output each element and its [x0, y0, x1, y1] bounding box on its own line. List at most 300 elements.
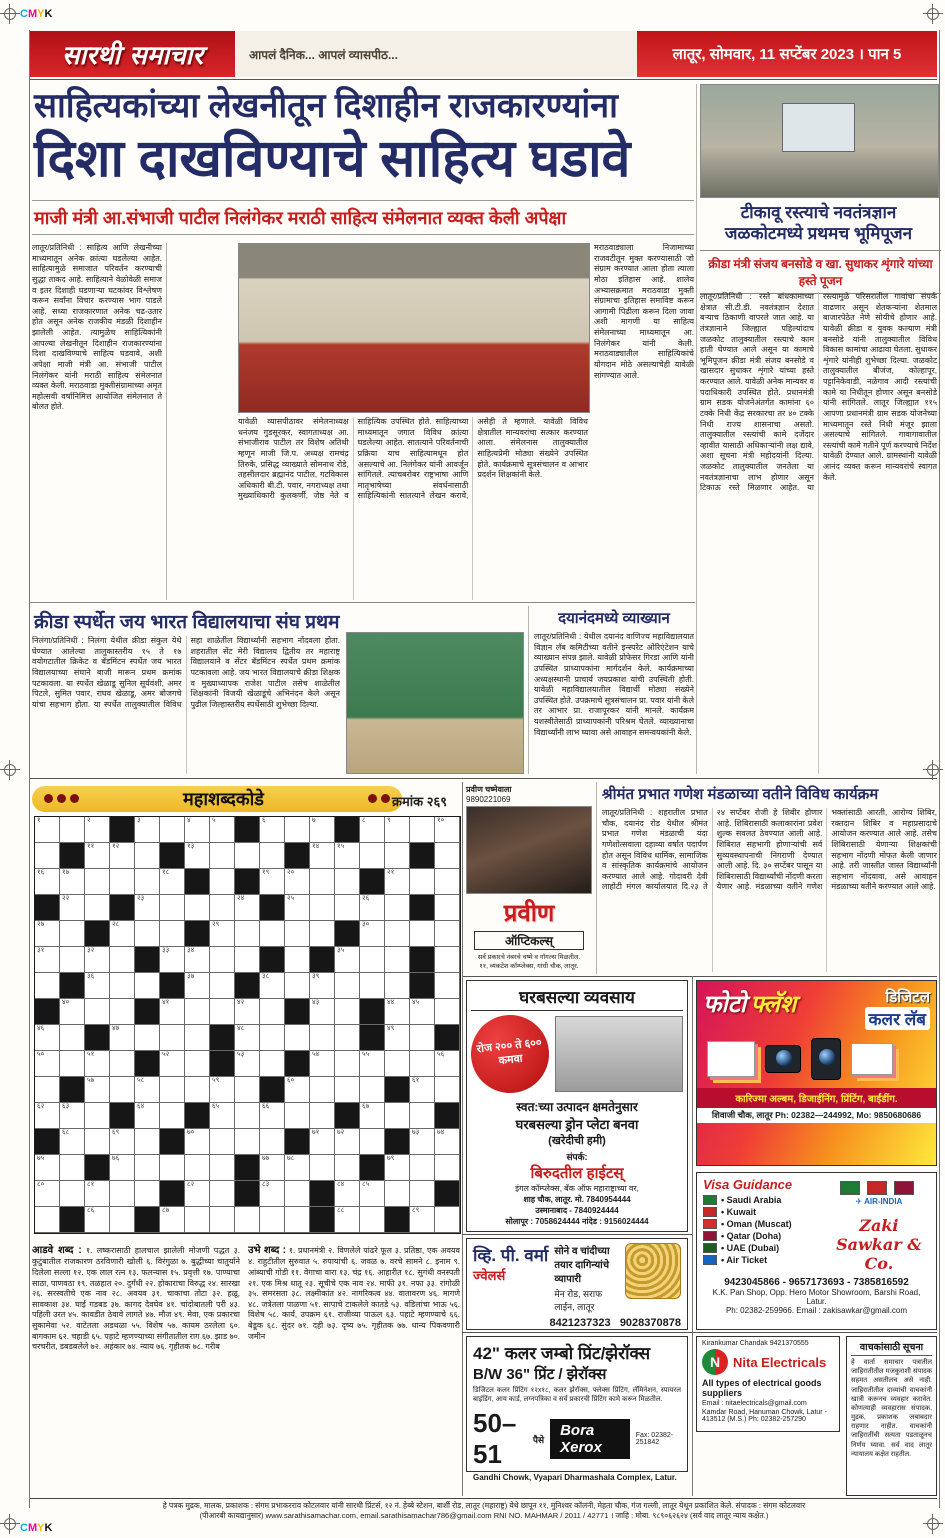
- crossword-cell[interactable]: [385, 869, 410, 895]
- crossword-cell[interactable]: [410, 817, 435, 843]
- crossword-cell[interactable]: [210, 817, 235, 843]
- zaki-company: Zaki Sawkar & Co.: [836, 1216, 922, 1273]
- crossword-cell[interactable]: [335, 999, 360, 1025]
- crossword-cell[interactable]: [310, 895, 335, 921]
- road-body: लातूर/प्रतिनिधी : रस्ते बांधकामाच्या क्षेत्रात सी.टी.डी. नवतंत्रज्ञान देशात बऱ्याच ठिकाणी वापरले जात आहे. या तंत्रज्ञानाने जिल्ह्यात पहिल्यांदाच जळकोट तालुक्यातील रस्त्याचे काम हाती घेण्यात आले असून या कामाचे भूमिपूजन क्रीडा मंत्री संजय बनसोडे व खासदार सुधाकर शृंगारे यांच्या हस्ते करण्यात आले. यावेळी अनेक मान्यवर व पदाधिकारी उपस्थित होते. प्रधानमंत्री ग्राम सडक योजनेअंतर्गत कामांना ६० टक्के निधी केंद्र सरकारचा तर ४० टक्के निधी राज्य शासनाचा असतो. तालुक्यातील रस्त्यांची कामे दर्जेदार व्हावीत यासाठी अधिकाऱ्यांनी लक्ष द्यावे, अशा सूचना मंत्री महोदयांनी दिल्या. जळकोट तालुक्यातील जनतेला या नवतंत्रज्ञानाचा लाभ होणार असून टिकाऊ रस्ते मिळणार आहेत. या रस्त्यामुळे परिसरातील गावांचा संपर्क वाढणार असून शेतकऱ्यांना शेतमाल बाजारपेठेत नेणे सोयीचे होणार आहे. यावेळी क्रीडा व युवक कल्याण मंत्री बनसोडे यांनी तालुक्यातील विविध विकास कामांचा आढावा घेतला. सुधाकर शृंगारे यांनीही शुभेच्छा दिल्या. जळकोट तालुक्यातील बीजंज, कोल्हापूर, पट्टानिकेवाडी, नळेगाव आदी रस्त्यांची कामे या निधीतून होणार असून बनसोडे यांनी सांगितले. लातूर जिल्ह्यात ११५ आपणा प्रधानमंत्री ग्राम सडक योजनेच्या माध्यमातून रस्ते निधी मंजूर झाला असल्याचे सांगितले. गावागावातील रस्त्यांची कामे गतीने पूर्ण करण्याचे निर्देश यावेळी देण्यात आले. ग्रामस्थांनी यावेळी आनंद व्यक्त करून मान्यवरांचे स्वागत केले.: [700, 292, 937, 493]
- crossword-cell[interactable]: [35, 843, 60, 869]
- crossword-cell[interactable]: [235, 1129, 260, 1155]
- divider: [462, 1332, 937, 1333]
- crossword-cell[interactable]: [260, 999, 285, 1025]
- crossword-cell[interactable]: [110, 1207, 135, 1233]
- crossword-cell[interactable]: [35, 947, 60, 973]
- crossword-cell-number: २०: [287, 869, 295, 876]
- crossword-cell[interactable]: [435, 1129, 460, 1155]
- crossword-cell[interactable]: [285, 1207, 310, 1233]
- crossword-cell-number: ११: [87, 843, 95, 850]
- crossword-cell[interactable]: [310, 843, 335, 869]
- crossword-cell[interactable]: [285, 1103, 310, 1129]
- crossword-cell[interactable]: [60, 1051, 85, 1077]
- crossword-cell[interactable]: [135, 1103, 160, 1129]
- crossword-cell[interactable]: [235, 1051, 260, 1077]
- crossword-cell[interactable]: [435, 999, 460, 1025]
- crossword-black-cell: [260, 947, 285, 973]
- crossword-cell[interactable]: [135, 869, 160, 895]
- crossword-cell[interactable]: [385, 1181, 410, 1207]
- crossword-cell[interactable]: [435, 921, 460, 947]
- crossword-cell[interactable]: [160, 1103, 185, 1129]
- crossword-cell[interactable]: [335, 1129, 360, 1155]
- crossword-cell[interactable]: [410, 1181, 435, 1207]
- crossword-cell[interactable]: [185, 1025, 210, 1051]
- visa-country-label: • Saudi Arabia: [721, 1195, 782, 1205]
- crossword-cell[interactable]: [85, 1129, 110, 1155]
- crossword-cell[interactable]: [435, 947, 460, 973]
- crossword-cell[interactable]: [35, 1207, 60, 1233]
- crossword-cell[interactable]: [260, 973, 285, 999]
- crossword-cell[interactable]: [435, 895, 460, 921]
- crossword-cell[interactable]: [260, 843, 285, 869]
- crossword-cell[interactable]: [160, 999, 185, 1025]
- crossword-cell[interactable]: [210, 1155, 235, 1181]
- crossword-cell-number: ६३: [62, 1103, 70, 1110]
- crossword-cell[interactable]: [160, 921, 185, 947]
- crossword-black-cell: [285, 843, 310, 869]
- crossword-cell[interactable]: [335, 843, 360, 869]
- crossword-cell[interactable]: [260, 1207, 285, 1233]
- visa-country-item: [703, 1231, 828, 1241]
- crossword-cell[interactable]: [435, 1051, 460, 1077]
- crossword-cell[interactable]: [335, 1077, 360, 1103]
- crossword-black-cell: [160, 1181, 185, 1207]
- crossword-cell[interactable]: [110, 1051, 135, 1077]
- zaki-addr1: K.K. Pan Shop, Opp. Hero Motor Showroom, Barshi Road, Latur.: [712, 1288, 921, 1306]
- crossword-cell-number: २७: [37, 921, 45, 928]
- crossword-cell[interactable]: [285, 1025, 310, 1051]
- crossword-cell[interactable]: [335, 1181, 360, 1207]
- crossword-cell[interactable]: [135, 973, 160, 999]
- crossword-cell[interactable]: [110, 947, 135, 973]
- crossword-cell[interactable]: [260, 1129, 285, 1155]
- crossword-cell[interactable]: [310, 1051, 335, 1077]
- verma-address: मेन रोड, सराफ लाईन, लातूर: [554, 1289, 603, 1312]
- crossword-cell[interactable]: [285, 1077, 310, 1103]
- crossword-cell[interactable]: [260, 817, 285, 843]
- crossword-cell[interactable]: [110, 1181, 135, 1207]
- crossword-cell[interactable]: [35, 1103, 60, 1129]
- ghar-machine-photo: [555, 1016, 683, 1092]
- crossword-cell-number: ४३: [312, 999, 320, 1006]
- divider: [462, 1234, 692, 1235]
- crossword-cell[interactable]: [235, 921, 260, 947]
- crossword-cell[interactable]: [310, 817, 335, 843]
- crossword-cell[interactable]: [310, 921, 335, 947]
- ghar-line2: घरबसल्या ड्रोन प्लेटा बनवा: [515, 1117, 639, 1132]
- crossword-black-cell: [235, 1181, 260, 1207]
- crossword-cell[interactable]: [435, 843, 460, 869]
- verma-type: ज्वेलर्स: [473, 1268, 506, 1283]
- crossword-black-cell: [385, 1207, 410, 1233]
- crossword-cell[interactable]: [310, 1103, 335, 1129]
- crossword-cell[interactable]: [285, 1181, 310, 1207]
- crossword-cell[interactable]: [235, 1077, 260, 1103]
- crossword-cell[interactable]: [360, 921, 385, 947]
- crossword-cell[interactable]: [260, 1103, 285, 1129]
- flag-icon: [703, 1231, 717, 1241]
- crossword-cell[interactable]: [60, 1025, 85, 1051]
- crossword-cell[interactable]: [410, 1207, 435, 1233]
- crossword-cell[interactable]: [435, 1077, 460, 1103]
- crossword-cell[interactable]: [360, 1051, 385, 1077]
- photo-flash-ad: [696, 980, 937, 1166]
- crossword-cell[interactable]: [110, 1077, 135, 1103]
- crossword-cell[interactable]: [285, 869, 310, 895]
- crossword-cell[interactable]: [335, 869, 360, 895]
- crossword-cell[interactable]: [260, 1181, 285, 1207]
- crossword-cell[interactable]: [35, 869, 60, 895]
- visa-country-label: • Kuwait: [721, 1207, 757, 1217]
- crossword-cell[interactable]: [310, 1129, 335, 1155]
- crossword-cell[interactable]: [135, 895, 160, 921]
- crossword-cell[interactable]: [160, 1077, 185, 1103]
- crossword-black-cell: [110, 895, 135, 921]
- crossword-cell[interactable]: [435, 817, 460, 843]
- crossword-cell-number: ३८: [262, 973, 270, 980]
- crossword-cell[interactable]: [135, 817, 160, 843]
- ghar-earn-badge: रोज २०० ते ६०० कमवा: [467, 1011, 553, 1097]
- crossword-cell[interactable]: [360, 1103, 385, 1129]
- crossword-cell[interactable]: [185, 1129, 210, 1155]
- crossword-cell[interactable]: [410, 1129, 435, 1155]
- crossword-cell[interactable]: [410, 1103, 435, 1129]
- crossword-cell[interactable]: [85, 1207, 110, 1233]
- crossword-black-cell: [135, 947, 160, 973]
- crossword-cell[interactable]: [185, 1181, 210, 1207]
- crossword-cell[interactable]: [385, 973, 410, 999]
- crossword-cell-number: ७३: [412, 1129, 420, 1136]
- crossword-cell[interactable]: [185, 1207, 210, 1233]
- crossword-cell-number: ७: [312, 817, 316, 824]
- crossword-black-cell: [160, 843, 185, 869]
- bora-address: Gandhi Chowk, Vyapari Dharmashala Complex, Latur.: [473, 1473, 677, 1482]
- album-photos-image: [707, 1041, 755, 1077]
- crossword-cell[interactable]: [110, 1025, 135, 1051]
- crossword-cell[interactable]: [385, 921, 410, 947]
- crossword-cell[interactable]: [35, 1077, 60, 1103]
- crossword-cell[interactable]: [360, 1207, 385, 1233]
- crossword-cell[interactable]: [210, 1181, 235, 1207]
- ghar-contact-label: संपर्क:: [566, 1152, 588, 1162]
- crossword-title-bar: [32, 786, 402, 812]
- crossword-cell-number: २८: [112, 921, 120, 928]
- crossword-cell[interactable]: [410, 1155, 435, 1181]
- crossword-cell[interactable]: [160, 1207, 185, 1233]
- crossword-cell[interactable]: [60, 1129, 85, 1155]
- crossword-cell[interactable]: [35, 1155, 60, 1181]
- verma-jewellers-ad: [466, 1238, 688, 1330]
- crossword-cell-number: ७२: [337, 1129, 345, 1136]
- divider: [30, 1498, 937, 1499]
- crossword-cell-number: ६८: [62, 1129, 70, 1136]
- crossword-black-cell: [260, 895, 285, 921]
- crossword-cell[interactable]: [35, 921, 60, 947]
- crossword-cell[interactable]: [435, 1207, 460, 1233]
- crossword-cell[interactable]: [85, 973, 110, 999]
- crossword-cell-number: ७६: [112, 1155, 120, 1162]
- crossword-cell[interactable]: [210, 999, 235, 1025]
- crossword-cell-number: ८६: [87, 1207, 95, 1214]
- crossword-cell[interactable]: [85, 1077, 110, 1103]
- column-rule: [596, 782, 597, 974]
- crossword-cell[interactable]: [85, 895, 110, 921]
- crossword-cell-number: ५४: [312, 1051, 320, 1058]
- sports-body: निलंगा/प्रतिनिधी : निलंगा येथील क्रीडा संकुल येथे घेण्यात आलेल्या तालुकास्तरीय १५ ते १७ वयोगटातील क्रिकेट व बॅडमिंटन स्पर्धेत जय भारत विद्यालयाच्या संघाने बाजी मारून प्रथम क्रमांक पटकावला. या स्पर्धेत खेळाडू सुनिल सूर्यवंशी, अमर पिटले, सुमित पवार, राघव खेळाडू, अमर बोजगचे यांचा सहभाग होता. या स्पर्धेत तालुक्यातील विविध सहा शाळेतील विद्यार्थ्यांनी सहभाग नोंदवला होता. शहरातील सेंट मेरी विद्यालय द्वितीय तर महाराष्ट्र विद्यालयाने व सेंटर बॅडमिंटन स्पर्धेत प्रथम क्रमांक पटकावला आहे. जय भारत विद्यालयाचे क्रीडा शिक्षक व मुख्याध्यापक राजेश पाटील तसेच शाळेतील शिक्षकांनी विजयी खेळाडूंचे अभिनंदन केले असून पुढील जिल्हास्तरीय स्पर्धेसाठी शुभेच्छा दिल्या.: [32, 636, 340, 709]
- crossword-cell[interactable]: [410, 1051, 435, 1077]
- crossword-cell[interactable]: [85, 817, 110, 843]
- crossword-cell[interactable]: [260, 869, 285, 895]
- crossword-cell[interactable]: [35, 973, 60, 999]
- crossword-cell[interactable]: [110, 1129, 135, 1155]
- crossword-cell-number: ८५: [362, 1181, 370, 1188]
- crossword-cell[interactable]: [160, 1155, 185, 1181]
- crossword-cell[interactable]: [360, 1077, 385, 1103]
- crossword-cell[interactable]: [310, 973, 335, 999]
- crossword-cell[interactable]: [235, 895, 260, 921]
- crossword-title: महाशब्दकोडे: [183, 789, 264, 809]
- crossword-cell[interactable]: [260, 1155, 285, 1181]
- crossword-cell[interactable]: [135, 1129, 160, 1155]
- crossword-cell[interactable]: [35, 1051, 60, 1077]
- crossword-cell[interactable]: [435, 1155, 460, 1181]
- crossword-number: क्रमांक २६९: [392, 794, 448, 809]
- crossword-cell[interactable]: [110, 973, 135, 999]
- crossword-cell[interactable]: [360, 843, 385, 869]
- crossword-cell[interactable]: [135, 1025, 160, 1051]
- crossword-cell[interactable]: [435, 973, 460, 999]
- crossword-cell[interactable]: [360, 1129, 385, 1155]
- crossword-black-cell: [285, 999, 310, 1025]
- crossword-cell[interactable]: [85, 869, 110, 895]
- crossword-cell[interactable]: [110, 1155, 135, 1181]
- crossword-cell[interactable]: [85, 947, 110, 973]
- registration-mark-icon: [2, 1516, 18, 1532]
- crossword-cell-number: ६०: [287, 1077, 295, 1084]
- crossword-cell[interactable]: [360, 817, 385, 843]
- crossword-cell[interactable]: [110, 921, 135, 947]
- crossword-cell[interactable]: [185, 1051, 210, 1077]
- crossword-black-cell: [35, 895, 60, 921]
- crossword-cell[interactable]: [410, 1077, 435, 1103]
- crossword-cell[interactable]: [310, 1077, 335, 1103]
- crossword-cell[interactable]: [85, 1181, 110, 1207]
- crossword-cell-number: ७१: [312, 1129, 320, 1136]
- road-headline: टीकावू रस्त्याचे नवतंत्रज्ञान जळकोटमध्ये प्रथमच भूमिपूजन: [724, 203, 913, 244]
- crossword-cell[interactable]: [85, 1103, 110, 1129]
- crossword-cell[interactable]: [185, 999, 210, 1025]
- crossword-cell[interactable]: [285, 817, 310, 843]
- crossword-cell[interactable]: [360, 1181, 385, 1207]
- newspaper-title: सारथी समाचार: [30, 31, 235, 77]
- crossword-cell[interactable]: [385, 1051, 410, 1077]
- crossword-cell[interactable]: [360, 895, 385, 921]
- jewelry-image: [625, 1243, 681, 1299]
- crossword-cell[interactable]: [135, 1077, 160, 1103]
- pf-title4: कलर लॅब: [865, 1007, 931, 1030]
- crossword-cell[interactable]: [160, 817, 185, 843]
- crossword-cell[interactable]: [85, 843, 110, 869]
- crossword-cell[interactable]: [210, 843, 235, 869]
- nita-owner: Kirankumar Chandak 9421370555: [702, 1340, 809, 1347]
- crossword-cell[interactable]: [235, 1103, 260, 1129]
- crossword-cell[interactable]: [35, 1181, 60, 1207]
- crossword-cell[interactable]: [110, 999, 135, 1025]
- crossword-cell[interactable]: [335, 1155, 360, 1181]
- crossword-cell[interactable]: [385, 1025, 410, 1051]
- crossword-cell[interactable]: [185, 895, 210, 921]
- crossword-cell[interactable]: [160, 869, 185, 895]
- crossword-cell[interactable]: [35, 1025, 60, 1051]
- crossword-cell[interactable]: [60, 947, 85, 973]
- crossword-cell[interactable]: [210, 947, 235, 973]
- crossword-cell[interactable]: [135, 1181, 160, 1207]
- crossword-cell[interactable]: [235, 947, 260, 973]
- crossword-cell-number: ८०: [37, 1181, 45, 1188]
- crossword-black-cell: [310, 1181, 335, 1207]
- crossword-cell[interactable]: [210, 895, 235, 921]
- crossword-grid[interactable]: [34, 816, 461, 1234]
- crossword-cell[interactable]: [310, 1025, 335, 1051]
- crossword-cell[interactable]: [435, 869, 460, 895]
- crossword-cell[interactable]: [285, 947, 310, 973]
- crossword-cell[interactable]: [235, 999, 260, 1025]
- bora-xerox-ad: [466, 1336, 688, 1482]
- crossword-cell[interactable]: [160, 895, 185, 921]
- visa-country-label: • UAE (Dubai): [721, 1243, 780, 1253]
- crossword-cell[interactable]: [410, 869, 435, 895]
- crossword-cell[interactable]: [335, 947, 360, 973]
- crossword-cell-number: ३६: [87, 973, 95, 980]
- crossword-cell[interactable]: [60, 817, 85, 843]
- crossword-cell[interactable]: [235, 1025, 260, 1051]
- crossword-cell[interactable]: [235, 1207, 260, 1233]
- crossword-cell-number: १०: [437, 817, 445, 824]
- crossword-black-cell: [60, 1077, 85, 1103]
- crossword-cell-number: ६४: [137, 1103, 145, 1110]
- crossword-cell[interactable]: [385, 895, 410, 921]
- crossword-cell[interactable]: [210, 1207, 235, 1233]
- crossword-cell[interactable]: [210, 1077, 235, 1103]
- crossword-cell[interactable]: [210, 973, 235, 999]
- bora-brand: Bora Xerox: [550, 1419, 630, 1459]
- crossword-cell[interactable]: [85, 999, 110, 1025]
- crossword-cell[interactable]: [285, 973, 310, 999]
- crossword-cell[interactable]: [335, 973, 360, 999]
- crossword-cell[interactable]: [185, 1155, 210, 1181]
- nita-name: Nita Electricals: [733, 1354, 827, 1370]
- crossword-cell[interactable]: [210, 921, 235, 947]
- crossword-cell[interactable]: [185, 973, 210, 999]
- crossword-cell[interactable]: [310, 1155, 335, 1181]
- crossword-cell[interactable]: [210, 1129, 235, 1155]
- crossword-cell-number: ४५: [412, 999, 420, 1006]
- crossword-cell[interactable]: [310, 869, 335, 895]
- crossword-black-cell: [260, 1077, 285, 1103]
- crossword-cell[interactable]: [160, 1025, 185, 1051]
- crossword-cell-number: ८२: [187, 1181, 195, 1188]
- crossword-cell[interactable]: [135, 921, 160, 947]
- registration-mark-icon: [2, 762, 18, 778]
- crossword-cell[interactable]: [85, 1051, 110, 1077]
- crossword-cell[interactable]: [160, 1051, 185, 1077]
- crossword-cell[interactable]: [185, 843, 210, 869]
- crossword-cell[interactable]: [185, 1077, 210, 1103]
- crossword-cell[interactable]: [35, 817, 60, 843]
- crossword-cell[interactable]: [60, 1181, 85, 1207]
- crossword-cell[interactable]: [335, 1051, 360, 1077]
- sports-headline: क्रीडा स्पर्धेत जय भारत विद्यालयाचा संघ प्रथम: [34, 612, 340, 633]
- crossword-cell-number: ७५: [37, 1155, 45, 1162]
- crossword-cell[interactable]: [60, 1155, 85, 1181]
- crossword-cell[interactable]: [135, 1155, 160, 1181]
- pf-services: कारिज्मा अल्बम, डिजाईनिंग, प्रिंटिंग, बाईंडींग.: [697, 1088, 936, 1108]
- crossword-cell[interactable]: [160, 947, 185, 973]
- crossword-cell[interactable]: [110, 869, 135, 895]
- lead-article-photo: [238, 243, 590, 413]
- crossword-cell[interactable]: [235, 843, 260, 869]
- crossword-cell[interactable]: [185, 817, 210, 843]
- crossword-cell[interactable]: [385, 999, 410, 1025]
- crossword-cell[interactable]: [60, 1103, 85, 1129]
- column-rule: [166, 243, 167, 600]
- crossword-cell-number: ४२: [237, 999, 245, 1006]
- lead-kicker: साहित्यकांच्या लेखनीतून दिशाहीन राजकारण्यांना: [34, 87, 618, 125]
- crossword-cell[interactable]: [335, 1025, 360, 1051]
- crossword-cell[interactable]: [210, 869, 235, 895]
- crossword-cell[interactable]: [385, 817, 410, 843]
- crossword-cell[interactable]: [185, 947, 210, 973]
- crossword-cell-number: २३: [137, 895, 145, 902]
- crossword-cell[interactable]: [410, 921, 435, 947]
- crossword-cell[interactable]: [360, 947, 385, 973]
- crossword-cell[interactable]: [285, 895, 310, 921]
- crossword-cell[interactable]: [60, 921, 85, 947]
- crossword-cell[interactable]: [260, 1025, 285, 1051]
- crossword-cell[interactable]: [310, 999, 335, 1025]
- crossword-cell[interactable]: [285, 921, 310, 947]
- crossword-cell[interactable]: [335, 1207, 360, 1233]
- crossword-cell[interactable]: [285, 1155, 310, 1181]
- crossword-black-cell: [310, 947, 335, 973]
- crossword-cell[interactable]: [60, 999, 85, 1025]
- crossword-cell[interactable]: [60, 895, 85, 921]
- crossword-cell-number: ४४: [387, 999, 395, 1006]
- crossword-cell[interactable]: [135, 843, 160, 869]
- crossword-cell[interactable]: [210, 1103, 235, 1129]
- crossword-cell-number: ४८: [237, 1025, 245, 1032]
- crossword-cell[interactable]: [335, 895, 360, 921]
- crossword-cell[interactable]: [260, 1051, 285, 1077]
- crossword-cell[interactable]: [385, 1155, 410, 1181]
- crossword-cell[interactable]: [385, 947, 410, 973]
- crossword-cell[interactable]: [110, 843, 135, 869]
- crossword-cell[interactable]: [410, 1025, 435, 1051]
- crossword-cell[interactable]: [360, 973, 385, 999]
- crossword-cell[interactable]: [385, 843, 410, 869]
- crossword-cell[interactable]: [60, 869, 85, 895]
- crossword-cell-number: ५०: [37, 1051, 45, 1058]
- crossword-cell[interactable]: [385, 1103, 410, 1129]
- crossword-cell[interactable]: [260, 921, 285, 947]
- crossword-cell[interactable]: [410, 999, 435, 1025]
